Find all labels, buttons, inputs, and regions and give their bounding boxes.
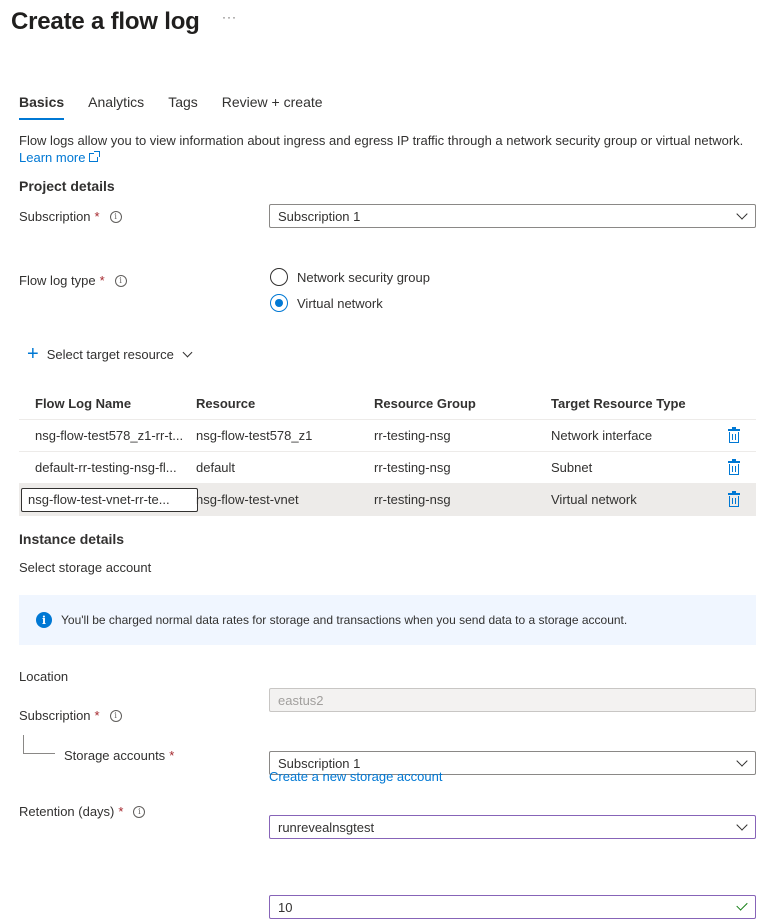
- retention-label: [19, 804, 145, 819]
- required-mark: *: [94, 708, 100, 723]
- storage-subscription-label: [19, 708, 122, 723]
- page-title: Create a flow log: [11, 8, 200, 35]
- target-type-cell: Virtual network: [551, 492, 637, 507]
- retention-input[interactable]: [269, 895, 756, 919]
- flow-log-name[interactable]: default-rr-testing-nsg-fl...: [35, 460, 177, 475]
- info-message-text: You'll be charged normal data rates for storage and transactions when you send data to a storage account.: [61, 613, 628, 627]
- chevron-down-icon: [736, 755, 747, 766]
- resource-group-cell: rr-testing-nsg: [374, 492, 451, 507]
- table-row[interactable]: [19, 452, 756, 484]
- table-row-selected[interactable]: [19, 484, 756, 516]
- select-storage-heading: Select storage account: [19, 560, 152, 575]
- subscription-label: [19, 209, 122, 224]
- delete-icon[interactable]: [728, 460, 740, 475]
- radio-button[interactable]: [270, 268, 288, 286]
- checkmark-icon: [736, 899, 747, 910]
- project-details-heading: Project details: [19, 178, 115, 194]
- instance-details-heading: Instance details: [19, 531, 125, 547]
- table-row[interactable]: [19, 420, 756, 452]
- retention-value: 10: [278, 899, 293, 915]
- storage-accounts-label: [64, 748, 174, 763]
- select-target-resource-label: Select target resource: [46, 346, 174, 362]
- subscription-value: Subscription 1: [278, 208, 361, 224]
- plus-icon: +: [27, 343, 39, 365]
- radio-network-security-group[interactable]: [270, 268, 430, 286]
- resource-cell: default: [196, 460, 236, 475]
- resource-cell: nsg-flow-test578_z1: [196, 428, 313, 443]
- learn-more-label: Learn more: [19, 150, 86, 165]
- location-field: [269, 688, 756, 712]
- flow-log-name[interactable]: nsg-flow-test578_z1-rr-t...: [35, 428, 184, 443]
- storage-accounts-dropdown[interactable]: [269, 815, 756, 839]
- delete-icon[interactable]: [728, 492, 740, 507]
- location-value: eastus2: [278, 692, 324, 708]
- info-icon[interactable]: i: [115, 275, 127, 287]
- resource-group-cell: rr-testing-nsg: [374, 428, 451, 443]
- required-mark: *: [99, 273, 105, 288]
- required-mark: *: [94, 209, 100, 224]
- info-icon: i: [36, 612, 52, 628]
- subscription-dropdown[interactable]: [269, 204, 756, 228]
- flow-log-type-label-text: Flow log type: [19, 273, 96, 288]
- resource-group-cell: rr-testing-nsg: [374, 460, 451, 475]
- external-link-icon: [89, 153, 98, 162]
- storage-accounts-value: runrevealnsgtest: [278, 819, 375, 835]
- info-icon[interactable]: i: [110, 211, 122, 223]
- learn-more-link[interactable]: [19, 150, 98, 165]
- required-mark: *: [118, 804, 124, 819]
- tab-review-create[interactable]: Review + create: [221, 94, 323, 110]
- radio-virtual-network[interactable]: [270, 294, 383, 312]
- info-message-bar: [19, 595, 756, 645]
- resource-cell: nsg-flow-test-vnet: [196, 492, 299, 507]
- more-options-icon[interactable]: ···: [222, 10, 237, 24]
- radio-label: Virtual network: [297, 295, 383, 311]
- tab-analytics[interactable]: Analytics: [88, 94, 145, 110]
- column-header: Flow Log Name: [35, 396, 132, 411]
- tab-basics[interactable]: Basics: [19, 94, 64, 120]
- column-header: Target Resource Type: [551, 396, 686, 411]
- info-icon[interactable]: i: [110, 710, 122, 722]
- target-type-cell: Network interface: [551, 428, 653, 443]
- flow-log-type-label: [19, 273, 127, 288]
- column-header: Resource: [196, 396, 256, 411]
- storage-accounts-label-text: Storage accounts: [64, 748, 166, 763]
- subscription-label-text: Subscription: [19, 209, 91, 224]
- chevron-down-icon: [182, 347, 192, 357]
- tab-bar: [19, 94, 347, 120]
- chevron-down-icon: [736, 208, 747, 219]
- storage-subscription-value: Subscription 1: [278, 755, 361, 771]
- target-type-cell: Subnet: [551, 460, 593, 475]
- location-label: Location: [19, 669, 69, 684]
- tab-tags[interactable]: Tags: [168, 94, 198, 110]
- target-resource-table: [19, 388, 756, 516]
- delete-icon[interactable]: [728, 428, 740, 443]
- radio-label: Network security group: [297, 269, 430, 285]
- tree-connector: [23, 735, 55, 754]
- info-icon[interactable]: i: [133, 806, 145, 818]
- chevron-down-icon: [736, 819, 747, 830]
- select-target-resource-button[interactable]: [27, 344, 191, 364]
- flow-log-name-input[interactable]: nsg-flow-test-vnet-rr-te...: [21, 488, 198, 512]
- storage-subscription-label-text: Subscription: [19, 708, 91, 723]
- page-description: Flow logs allow you to view information about ingress and egress IP traffic through a network security group or virtual network.: [19, 133, 744, 148]
- radio-button-selected[interactable]: [270, 294, 288, 312]
- required-mark: *: [169, 748, 175, 763]
- column-header: Resource Group: [374, 396, 476, 411]
- retention-label-text: Retention (days): [19, 804, 115, 819]
- create-storage-account-link[interactable]: Create a new storage account: [269, 769, 443, 784]
- table-header: [19, 388, 756, 420]
